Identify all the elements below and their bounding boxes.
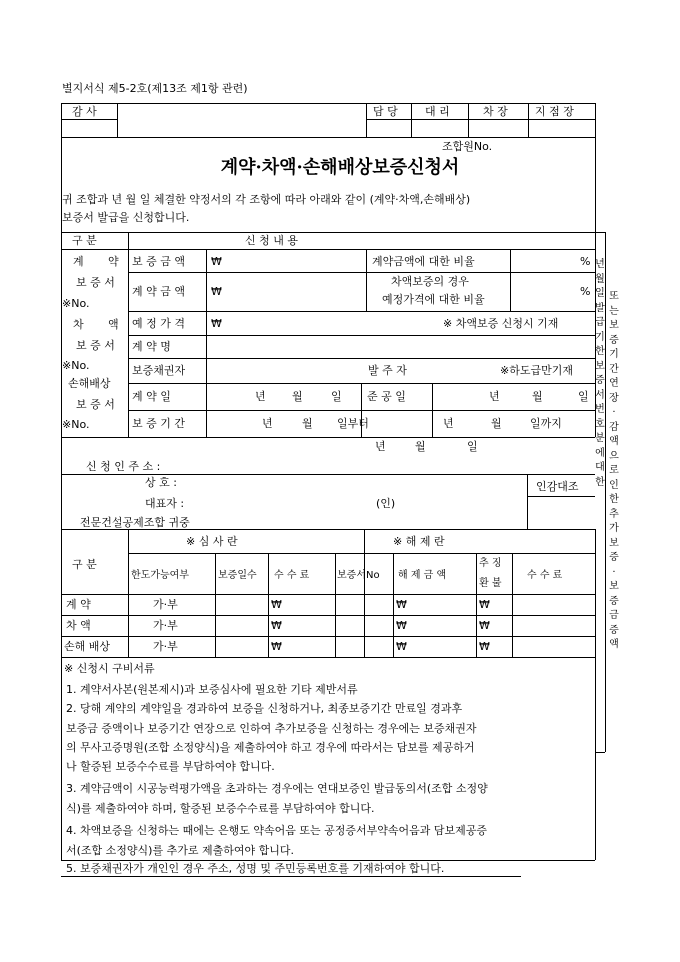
rule (432, 383, 433, 437)
period-start-year: 년 (262, 417, 273, 430)
rule (268, 553, 269, 657)
period-end-year: 년 (443, 417, 454, 430)
rule (61, 876, 521, 877)
row-yn[interactable]: 가·부 (153, 598, 178, 611)
apply-year: 년 (375, 440, 386, 453)
rule (510, 249, 511, 311)
period-end-month: 월 (491, 417, 502, 430)
approval-staff: 담 당 (373, 105, 398, 118)
applicant-company[interactable]: 상 호 : (145, 476, 177, 489)
period-until: 일까지 (530, 417, 562, 430)
note-line: 식)를 제출하여야 하며, 할증된 보증수수료를 부담하여야 합니다. (66, 802, 375, 815)
rule (366, 249, 367, 311)
rule (364, 529, 365, 657)
label-creditor: 보증채권자 (132, 364, 186, 377)
rule (335, 553, 336, 657)
apply-month: 월 (415, 440, 426, 453)
label-contract-amount: 계 약 금 액 (132, 285, 185, 298)
guarantee-amount-won[interactable]: ₩ (211, 255, 222, 268)
difference-note: ※ 차액보증 신청시 기재 (443, 317, 559, 330)
rule (128, 553, 595, 554)
rule (366, 103, 367, 137)
col-fee2: 수 수 료 (527, 570, 563, 581)
ratio-planned-percent[interactable]: % (580, 285, 591, 298)
rule (61, 232, 595, 233)
rule (128, 529, 129, 657)
note-line: 나 할증된 보증수수료를 부담하여야 합니다. (66, 760, 275, 773)
rule (61, 657, 595, 658)
rule (595, 103, 596, 137)
row-yn[interactable]: 가·부 (153, 640, 178, 653)
group-difference-b: 액 (108, 318, 119, 331)
group-contract-no: ※No. (62, 297, 90, 310)
label-completion-date: 준 공 일 (367, 390, 406, 403)
note-line: 3. 계약금액이 시공능력평가액을 초과하는 경우에는 연대보증인 발급동의서(조합 소정양 (66, 782, 488, 795)
rule (595, 752, 605, 753)
rule (61, 103, 595, 104)
rule (595, 137, 596, 232)
rule (128, 358, 595, 359)
col-collect: 추 징 (479, 558, 502, 569)
period-from: 일부터 (337, 417, 369, 430)
rule (528, 103, 529, 137)
row-release[interactable]: ₩ (396, 598, 407, 611)
review-category: 구 분 (72, 558, 97, 571)
approval-deputy: 차 장 (483, 105, 508, 118)
completion-year: 년 (489, 390, 500, 403)
rule (61, 636, 595, 637)
rule (128, 311, 595, 312)
row-release[interactable]: ₩ (396, 619, 407, 632)
approval-branch-head: 지 점 장 (535, 105, 574, 118)
group-contract-cert: 보 증 서 (76, 276, 115, 289)
row-fee2[interactable]: ₩ (479, 619, 490, 632)
row-fee[interactable]: ₩ (271, 640, 282, 653)
label-contract-date: 계 약 일 (132, 390, 171, 403)
note-line: 2. 당해 계약의 계약일을 경과하여 보증을 신청하거나, 최종보증기간 만료일 경과후 (66, 702, 463, 715)
rule (595, 657, 596, 860)
contract-amount-won[interactable]: ₩ (211, 285, 222, 298)
rule (206, 249, 207, 437)
note-line: 보증금 증액이나 보증기간 연장으로 인하여 추가보증을 신청하는 경우에는 보증채권자 (66, 722, 477, 735)
completion-month: 월 (532, 390, 543, 403)
contract-date-month: 월 (292, 390, 303, 403)
row-fee[interactable]: ₩ (271, 598, 282, 611)
label-ratio-planned-2: 예정가격에 대한 비율 (382, 293, 485, 306)
union-member-no: 조합원No. (442, 140, 493, 153)
side-note-col2: 또는보증기간연장·감액으로인한추가보증·보증금증액 (609, 291, 619, 650)
rule (61, 103, 62, 137)
applicant-seal: (인) (376, 497, 396, 510)
rule (61, 529, 595, 530)
note-line: 의 무사고증명원(조합 소정양식)을 제출하여야 하고 경우에 따라서는 담보를 제공하거 (66, 741, 475, 754)
row-fee[interactable]: ₩ (271, 619, 282, 632)
group-difference-cert: 보 증 서 (76, 339, 115, 352)
notes-heading: ※ 신청시 구비서류 (64, 662, 155, 675)
audit-label: 감 사 (72, 105, 97, 118)
contract-date-year: 년 (255, 390, 266, 403)
col-fee: 수 수 료 (274, 570, 310, 581)
label-ratio-contract: 계약금액에 대한 비율 (372, 255, 475, 268)
rule (61, 594, 595, 595)
period-start-month: 월 (302, 417, 313, 430)
rule (128, 232, 129, 437)
review-title: ※ 심 사 란 (186, 535, 238, 548)
side-note-col1: 년월일발급기한보증서번호분에대한 (595, 259, 605, 488)
group-damages-no: ※No. (62, 418, 90, 431)
group-contract-b: 약 (108, 255, 119, 268)
rule (61, 137, 595, 138)
note-line: 4. 차액보증을 신청하는 때에는 은행도 약속어음 또는 공정증서부약속어음과 담보제공증 (66, 824, 488, 837)
rule (61, 249, 595, 250)
rule (61, 119, 117, 120)
group-contract-a: 계 (73, 255, 84, 268)
cancel-title: ※ 해 제 란 (393, 535, 445, 548)
label-contract-name: 계 약 명 (132, 340, 171, 353)
row-label: 차 액 (66, 619, 91, 632)
form-reference: 별지서식 제5-2호(제13조 제1항 관련) (62, 82, 248, 95)
rule (476, 553, 477, 657)
rule (366, 119, 595, 120)
rule (128, 335, 595, 336)
rule (61, 860, 595, 861)
col-refund: 환 불 (479, 578, 502, 589)
intro-line-2: 보증서 발급을 신청합니다. (62, 211, 190, 224)
ratio-contract-percent[interactable]: % (580, 255, 591, 268)
rule (61, 437, 595, 438)
applicant-address[interactable]: 신 청 인 주 소 : (86, 460, 161, 473)
completion-day: 일 (578, 390, 589, 403)
row-label: 손해 배상 (64, 640, 111, 653)
col-release-amount: 해 제 금 액 (398, 570, 447, 581)
rule (411, 103, 412, 137)
label-guarantee-amount: 보 증 금 액 (132, 255, 185, 268)
label-period: 보 증 기 간 (132, 417, 185, 430)
col-limit: 한도가능여부 (131, 570, 189, 581)
row-fee2[interactable]: ₩ (479, 598, 490, 611)
rule (393, 553, 394, 657)
col-cert-no: 보증서No (337, 570, 380, 581)
subcontract-note: ※하도급만기재 (500, 364, 573, 377)
rule (595, 529, 596, 657)
label-planned-price: 예 정 가 격 (132, 317, 185, 330)
rule (595, 232, 605, 233)
note-line: 1. 계약서사본(원본제시)과 보증심사에 필요한 기타 제반서류 (66, 683, 358, 696)
row-yn[interactable]: 가·부 (153, 619, 178, 632)
planned-price-won[interactable]: ₩ (211, 317, 222, 330)
contract-date-day: 일 (331, 390, 342, 403)
rule (61, 137, 62, 860)
category-header: 구 분 (72, 234, 97, 247)
rule (128, 272, 595, 273)
row-release[interactable]: ₩ (396, 640, 407, 653)
note-line: 서(조합 소정양식)를 추가로 제출하여야 합니다. (66, 844, 294, 857)
rule (527, 496, 595, 497)
form-title: 계약·차액·손해배상보증신청서 (220, 157, 460, 178)
rule (468, 103, 469, 137)
intro-line-1: 귀 조합과 년 월 일 체결한 약정서의 각 조항에 따라 아래와 같이 (계약·차액,손해배상) (62, 193, 471, 206)
rule (61, 474, 595, 475)
label-orderer: 발 주 자 (368, 364, 407, 377)
rule (527, 474, 528, 529)
rule (117, 103, 118, 137)
applicant-representative[interactable]: 대표자 : (145, 497, 185, 510)
addressee: 전문건설공제조합 귀중 (80, 516, 190, 529)
rule (215, 553, 216, 657)
group-difference-a: 차 (73, 318, 84, 331)
group-damages-cert: 보 증 서 (76, 398, 115, 411)
approval-assistant: 대 리 (425, 105, 450, 118)
row-label: 계 약 (66, 598, 91, 611)
rule (512, 553, 513, 657)
col-days: 보증일수 (218, 570, 257, 581)
row-fee2[interactable]: ₩ (479, 640, 490, 653)
group-damages: 손해배상 (68, 377, 111, 390)
note-line: 5. 보증채권자가 개인인 경우 주소, 성명 및 주민등록번호를 기재하여야 합니다. (66, 862, 445, 875)
group-difference-no: ※No. (62, 359, 90, 372)
seal-check: 인감대조 (536, 480, 579, 493)
label-ratio-planned-1: 차액보증의 경우 (391, 275, 469, 288)
rule (61, 615, 595, 616)
apply-day: 일 (467, 440, 478, 453)
content-header: 신 청 내 용 (245, 234, 298, 247)
